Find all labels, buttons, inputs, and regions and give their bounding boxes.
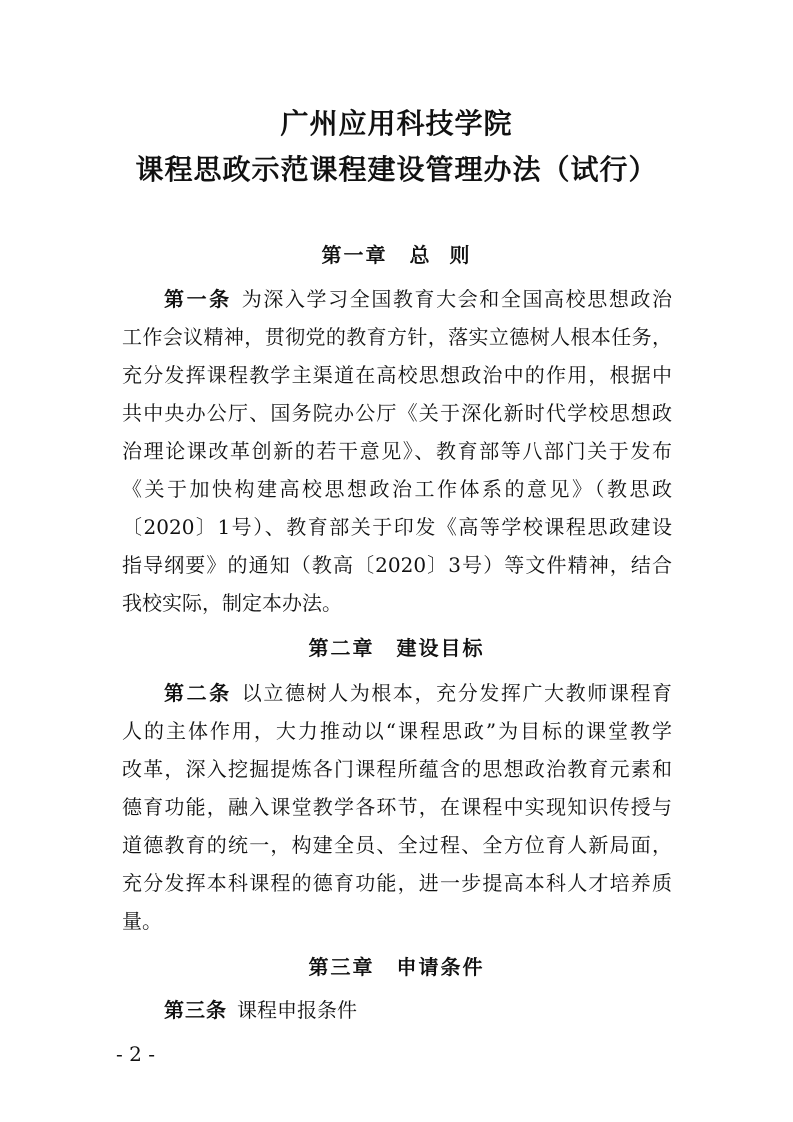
article-1-line-3: 充分发挥课程教学主渠道在高校思想政治中的作用，根据中 <box>122 363 672 387</box>
article-2-line-5: 道德教育的统一，构建全员、全过程、全方位育人新局面， <box>122 833 672 857</box>
chapter-heading-2: 第二章 建设目标 <box>308 636 485 660</box>
article-1-line-6: 《关于加快构建高校思想政治工作体系的意见》（教思政 <box>122 477 672 501</box>
article-1 <box>122 280 672 622</box>
article-1-line-2: 工作会议精神，贯彻党的教育方针，落实立德树人根本任务， <box>122 325 672 349</box>
article-1-label: 第一条 <box>164 287 232 311</box>
article-1-text: 为深入学习全国教育大会和全国高校思想政治 <box>241 287 673 311</box>
article-2-text: 以立德树人为根本，充分发挥广大教师课程育 <box>241 681 673 705</box>
article-1-line-1 <box>122 280 672 318</box>
article-1-line-7: 〔2020〕1号）、教育部关于印发《高等学校课程思政建设 <box>122 515 672 539</box>
article-2-line-3: 改革，深入挖掘提炼各门课程所蕴含的思想政治教育元素和 <box>122 757 672 781</box>
article-1-line-8: 指导纲要》的通知（教高〔2020〕3号）等文件精神，结合 <box>122 553 672 577</box>
article-2 <box>122 674 672 940</box>
article-3-label: 第三条 <box>164 998 227 1022</box>
article-2-line-7: 量。 <box>122 909 162 933</box>
article-2-line-4: 德育功能，融入课堂教学各环节，在课程中实现知识传授与 <box>122 795 672 819</box>
document-title: 课程思政示范课程建设管理办法（试行） <box>135 153 658 186</box>
document-title-institution: 广州应用科技学院 <box>280 107 513 140</box>
article-2-line-2: 人的主体作用，大力推动以“课程思政”为目标的课堂教学 <box>122 719 672 743</box>
chapter-heading-1: 第一章 总 则 <box>321 243 472 267</box>
article-1-line-4: 共中央办公厅、国务院办公厅《关于深化新时代学校思想政 <box>122 401 672 425</box>
article-1-line-5: 治理论课改革创新的若干意见》、教育部等八部门关于发布 <box>122 439 672 463</box>
article-2-label: 第二条 <box>164 681 232 705</box>
article-3-text: 课程申报条件 <box>237 998 357 1022</box>
article-3-line-1 <box>122 991 672 1029</box>
chapter-heading-3: 第三章 申请条件 <box>308 955 485 979</box>
article-3 <box>122 991 672 1029</box>
article-2-line-6: 充分发挥本科课程的德育功能，进一步提高本科人才培养质 <box>122 871 672 895</box>
page-number: - 2 - <box>116 1042 155 1066</box>
article-1-line-9: 我校实际，制定本办法。 <box>122 591 342 615</box>
article-2-line-1 <box>122 674 672 712</box>
